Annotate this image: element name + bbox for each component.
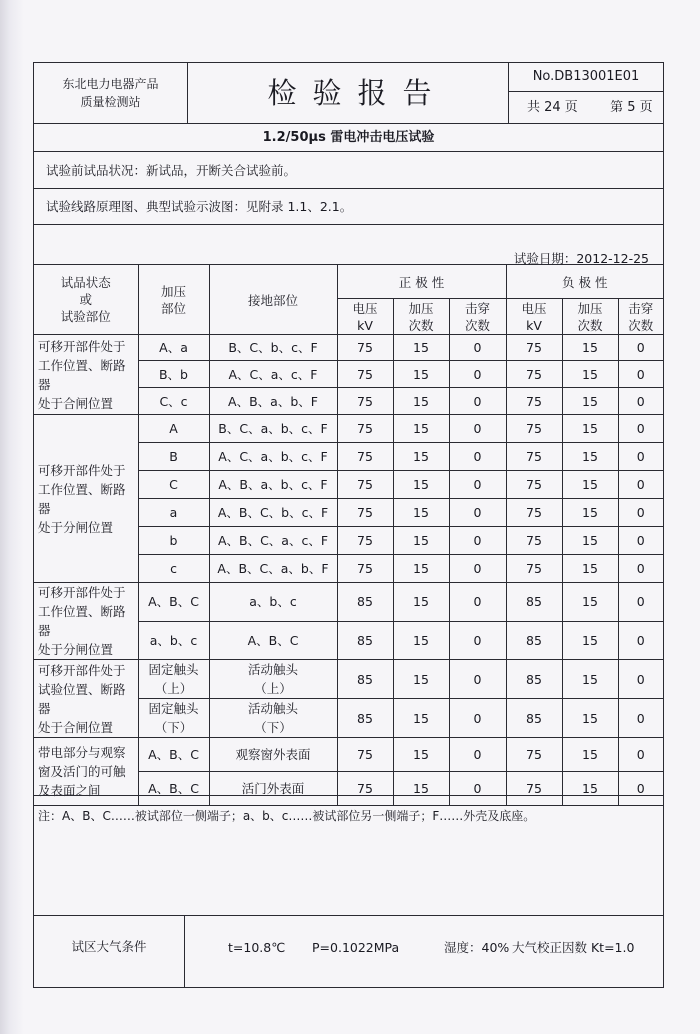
header-negative: 负 极 性 [506, 265, 663, 299]
pos-breakdown: 0 [449, 361, 506, 388]
table-row [34, 415, 663, 443]
header-ground: 接地部位 [209, 265, 337, 335]
neg-breakdown: 0 [618, 527, 663, 555]
neg-voltage: 75 [506, 738, 562, 772]
test-state: 可移开部件处于 工作位置、断路器 处于合闸位置 [34, 335, 138, 415]
pos-count: 15 [393, 388, 449, 415]
neg-breakdown: 0 [618, 471, 663, 499]
neg-voltage: 75 [506, 388, 562, 415]
pos-count: 15 [393, 699, 449, 738]
pos-voltage: 85 [337, 699, 393, 738]
test-state: 可移开部件处于 工作位置、断路器 处于分闸位置 [34, 583, 138, 660]
page-current: 第 5 页 [610, 100, 653, 115]
pos-count: 15 [393, 621, 449, 660]
pos-voltage: 75 [337, 335, 393, 361]
neg-count: 15 [562, 555, 618, 583]
report-title: 检验报告 [267, 76, 448, 110]
pos-voltage: 85 [337, 660, 393, 699]
pos-count: 15 [393, 555, 449, 583]
neg-breakdown: 0 [618, 499, 663, 527]
neg-breakdown: 0 [618, 415, 663, 443]
apply-part: c [138, 555, 209, 583]
apply-part: C [138, 471, 209, 499]
neg-count: 15 [562, 738, 618, 772]
neg-breakdown: 0 [618, 443, 663, 471]
neg-voltage: 85 [506, 699, 562, 738]
apply-part: C、c [138, 388, 209, 415]
neg-count: 15 [562, 772, 618, 806]
ground-part: A、C、a、b、c、F [209, 443, 337, 471]
neg-breakdown: 0 [618, 699, 663, 738]
neg-count: 15 [562, 699, 618, 738]
header-neg-count: 加压 次数 [562, 299, 618, 335]
pos-voltage: 75 [337, 555, 393, 583]
neg-voltage: 75 [506, 499, 562, 527]
apply-part: B [138, 443, 209, 471]
pos-voltage: 85 [337, 583, 393, 622]
test-title: 1.2/50μs 雷电冲击电压试验 [34, 123, 663, 152]
neg-breakdown: 0 [618, 621, 663, 660]
ground-part: A、B、C、a、c、F [209, 527, 337, 555]
neg-count: 15 [562, 443, 618, 471]
header-neg-breakdown: 击穿 次数 [618, 299, 663, 335]
neg-voltage: 75 [506, 527, 562, 555]
pos-voltage: 85 [337, 621, 393, 660]
neg-voltage: 75 [506, 555, 562, 583]
neg-breakdown: 0 [618, 335, 663, 361]
organization-name [34, 63, 188, 123]
pos-voltage: 75 [337, 772, 393, 806]
circuit-note: 试验线路原理图、典型试验示波图：见附录 1.1、2.1。 [34, 189, 663, 225]
header-pos-count: 加压 次数 [393, 299, 449, 335]
pos-breakdown: 0 [449, 738, 506, 772]
atmospheric-values [184, 916, 663, 988]
neg-voltage: 85 [506, 660, 562, 699]
apply-part: a、b、c [138, 621, 209, 660]
atmospheric-label: 试区大气条件 [34, 916, 185, 988]
apply-part: A、a [138, 335, 209, 361]
ground-part: A、B、a、b、c、F [209, 471, 337, 499]
pos-count: 15 [393, 361, 449, 388]
neg-count: 15 [562, 335, 618, 361]
pos-voltage: 75 [337, 499, 393, 527]
neg-breakdown: 0 [618, 555, 663, 583]
neg-count: 15 [562, 361, 618, 388]
humidity: 湿度：40% [444, 940, 510, 955]
neg-breakdown: 0 [618, 738, 663, 772]
apply-part: b [138, 527, 209, 555]
apply-part: B、b [138, 361, 209, 388]
test-state: 带电部分与观察 窗及活门的可触 及表面之间 [34, 738, 138, 806]
pos-breakdown: 0 [449, 660, 506, 699]
table-row [34, 335, 663, 361]
neg-breakdown: 0 [618, 583, 663, 622]
table-row [34, 738, 663, 772]
test-state: 可移开部件处于 工作位置、断路器 处于分闸位置 [34, 415, 138, 583]
atmospheric-conditions [34, 915, 663, 988]
pos-count: 15 [393, 471, 449, 499]
neg-breakdown: 0 [618, 660, 663, 699]
ground-part: B、C、b、c、F [209, 335, 337, 361]
neg-voltage: 85 [506, 583, 562, 622]
pos-breakdown: 0 [449, 699, 506, 738]
condition-before-test: 试验前试品状况：新试品，开断关合试验前。 [34, 152, 663, 189]
pos-voltage: 75 [337, 388, 393, 415]
header-state: 试品状态 或 试验部位 [34, 265, 138, 335]
pos-count: 15 [393, 335, 449, 361]
page-info [509, 92, 663, 123]
header-neg-voltage: 电压 kV [506, 299, 562, 335]
neg-count: 15 [562, 499, 618, 527]
report-number: No.DB13001E01 [509, 63, 663, 92]
pos-count: 15 [393, 527, 449, 555]
ground-part: 活门外表面 [209, 772, 337, 806]
apply-part: a [138, 499, 209, 527]
pos-breakdown: 0 [449, 335, 506, 361]
neg-count: 15 [562, 660, 618, 699]
neg-voltage: 75 [506, 361, 562, 388]
ground-part: A、B、C、b、c、F [209, 499, 337, 527]
table-row [34, 583, 663, 622]
pos-voltage: 75 [337, 361, 393, 388]
table-row [34, 660, 663, 699]
pos-breakdown: 0 [449, 583, 506, 622]
apply-part: A、B、C [138, 583, 209, 622]
ground-part: B、C、a、b、c、F [209, 415, 337, 443]
pos-breakdown: 0 [449, 471, 506, 499]
test-state: 可移开部件处于 试验位置、断路器 处于合闸位置 [34, 660, 138, 738]
pos-count: 15 [393, 499, 449, 527]
pos-count: 15 [393, 443, 449, 471]
pos-breakdown: 0 [449, 443, 506, 471]
pos-voltage: 75 [337, 415, 393, 443]
pos-breakdown: 0 [449, 621, 506, 660]
pos-breakdown: 0 [449, 527, 506, 555]
ground-part: A、B、C、a、b、F [209, 555, 337, 583]
pos-count: 15 [393, 660, 449, 699]
apply-part: A [138, 415, 209, 443]
report-header [34, 63, 663, 124]
header-positive: 正 极 性 [337, 265, 506, 299]
ground-part: A、B、a、b、F [209, 388, 337, 415]
neg-breakdown: 0 [618, 388, 663, 415]
neg-voltage: 75 [506, 335, 562, 361]
apply-part: A、B、C [138, 738, 209, 772]
pos-voltage: 75 [337, 738, 393, 772]
table-note: 注：A、B、C……被试部位一侧端子；a、b、c……被试部位另一侧端子；F……外壳及底座。 [34, 795, 663, 915]
header-pos-breakdown: 击穿 次数 [449, 299, 506, 335]
ground-part: 活动触头 （上） [209, 660, 337, 699]
pos-breakdown: 0 [449, 499, 506, 527]
neg-breakdown: 0 [618, 772, 663, 806]
neg-count: 15 [562, 471, 618, 499]
pos-breakdown: 0 [449, 415, 506, 443]
report-frame [33, 62, 664, 988]
pressure: P=0.1022MPa [312, 940, 400, 955]
apply-part: 固定触头 （下） [138, 699, 209, 738]
pos-voltage: 75 [337, 527, 393, 555]
header-pos-voltage: 电压 kV [337, 299, 393, 335]
neg-voltage: 75 [506, 443, 562, 471]
header-apply: 加压 部位 [138, 265, 209, 335]
ground-part: a、b、c [209, 583, 337, 622]
pos-voltage: 75 [337, 471, 393, 499]
pages-total: 共 24 页 [527, 100, 578, 115]
report-number-box [508, 63, 663, 123]
org-line-2: 质量检测站 [80, 95, 141, 109]
neg-breakdown: 0 [618, 361, 663, 388]
correction-factor: 大气校正因数 Kt=1.0 [512, 940, 635, 955]
test-results-table [34, 264, 663, 806]
pos-breakdown: 0 [449, 388, 506, 415]
ground-part: 观察窗外表面 [209, 738, 337, 772]
neg-count: 15 [562, 388, 618, 415]
ground-part: 活动触头 （下） [209, 699, 337, 738]
temperature: t=10.8℃ [228, 940, 286, 955]
ground-part: A、C、a、c、F [209, 361, 337, 388]
apply-part: 固定触头 （上） [138, 660, 209, 699]
pos-count: 15 [393, 583, 449, 622]
neg-voltage: 75 [506, 415, 562, 443]
test-date: 试验日期：2012-12-25 [513, 251, 649, 266]
neg-count: 15 [562, 527, 618, 555]
apply-part: A、B、C [138, 772, 209, 806]
pos-breakdown: 0 [449, 772, 506, 806]
pos-count: 15 [393, 772, 449, 806]
neg-count: 15 [562, 415, 618, 443]
neg-voltage: 85 [506, 621, 562, 660]
org-line-1: 东北电力电器产品 [62, 77, 159, 91]
pos-voltage: 75 [337, 443, 393, 471]
ground-part: A、B、C [209, 621, 337, 660]
neg-voltage: 75 [506, 471, 562, 499]
pos-count: 15 [393, 738, 449, 772]
pos-breakdown: 0 [449, 555, 506, 583]
pos-count: 15 [393, 415, 449, 443]
neg-count: 15 [562, 621, 618, 660]
neg-count: 15 [562, 583, 618, 622]
neg-voltage: 75 [506, 772, 562, 806]
